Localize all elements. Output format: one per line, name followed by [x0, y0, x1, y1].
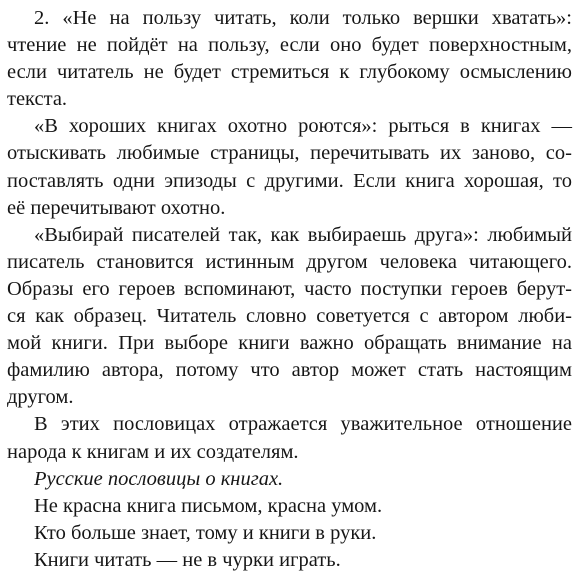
- text-line: Образы его героев вспоминают, часто поступки героев берут-: [7, 277, 572, 300]
- paragraph-3: [7, 222, 572, 412]
- text-line: «Выбирай писателей так, как выбираешь друга»: любимый: [34, 223, 572, 246]
- proverb-line: Кто больше знает, тому и книги в руки.: [34, 521, 377, 544]
- paragraph-4: [7, 411, 572, 465]
- text-line: текста.: [7, 88, 68, 111]
- proverbs-heading: Русские пословицы о книгах.: [34, 467, 284, 490]
- text-line: писатель становится истинным другом человека читающего.: [7, 250, 572, 273]
- text-line: другом.: [7, 386, 74, 409]
- paragraph-1: [7, 5, 572, 113]
- proverbs-section: [7, 466, 572, 574]
- text-line: ся как образец. Читатель словно советуется с автором люби-: [7, 305, 572, 328]
- proverb-line: Книги читать — не в чурки играть.: [34, 548, 341, 571]
- paragraph-2: [7, 113, 572, 221]
- text-line: народа к книгам и их создателям.: [7, 440, 299, 463]
- text-line: фамилию автора, потому что автор может стать настоящим: [7, 359, 572, 382]
- text-line: её перечитывают охотно.: [7, 196, 226, 219]
- text-line: «В хороших книгах охотно роются»: рыться в книгах —: [34, 115, 572, 138]
- text-line: мой книги. При выборе книги важно обращать внимание на: [7, 332, 572, 355]
- text-line: если читатель не будет стремиться к глубокому осмыслению: [7, 61, 572, 84]
- text-line: В этих пословицах отражается уважительное отношение: [34, 413, 572, 436]
- text-line: поставлять одни эпизоды с другими. Если книга хорошая, то: [7, 169, 572, 192]
- text-line: отыскивать любимые страницы, перечитывать их заново, со-: [7, 142, 572, 165]
- proverb-line: Не красна книга письмом, красна умом.: [34, 494, 383, 517]
- text-line: чтение не пойдёт на пользу, если оно будет поверхностным,: [7, 34, 572, 57]
- text-line: 2. «Не на пользу читать, коли только вершки хватать»:: [34, 7, 572, 29]
